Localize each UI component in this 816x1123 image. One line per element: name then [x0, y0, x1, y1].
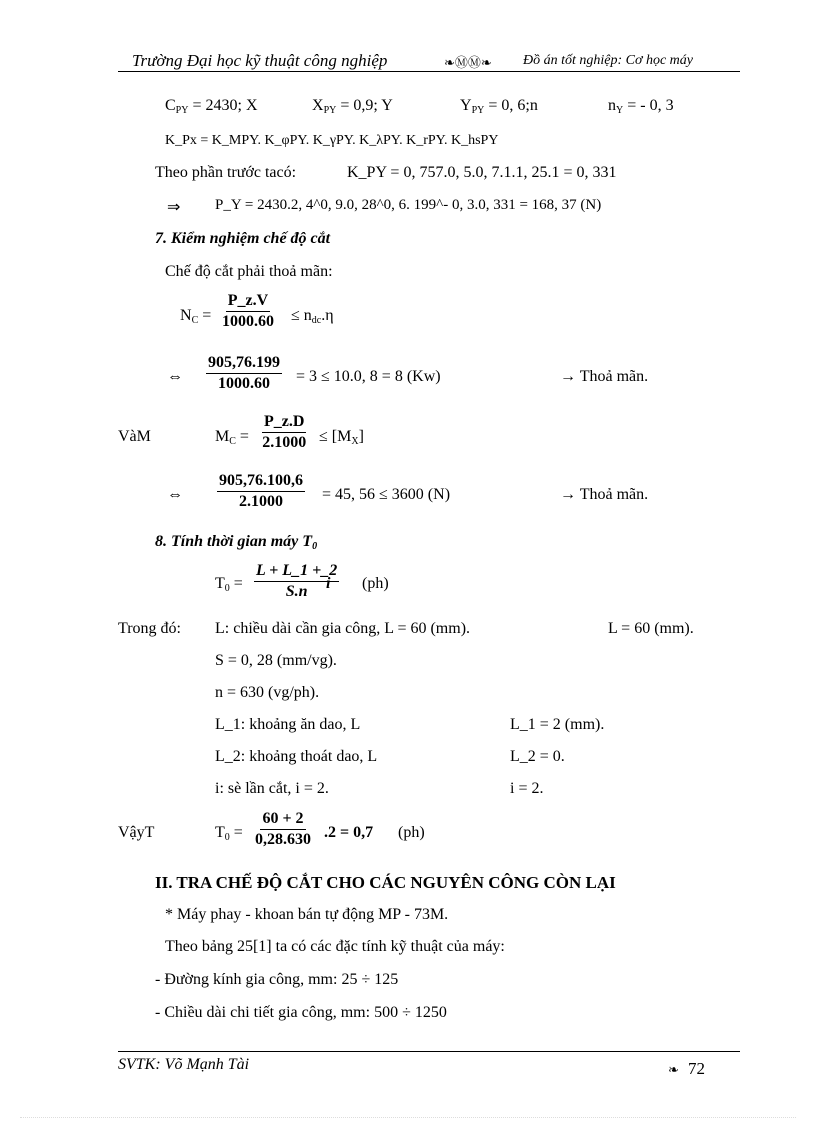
coeff-line-1-y: $Y_{PY} = 0$, 6;n [460, 97, 538, 116]
kpy-formula: K_PY = 0, 757.0, 5.0, 7.1.1, 25.1 = 0, 331 [347, 164, 617, 181]
eq2-satisfied: → Thoả mãn. [560, 368, 649, 385]
coeff-line-1: $C_{PY} = 2430$; X [165, 97, 258, 116]
eq2-fraction: $\frac{905,76.199}{1000.60}$ [208, 354, 280, 392]
table-ref-line: Theo bảng 25[1] ta có các đặc tính kỹ thuật của máy: [165, 938, 505, 955]
header-rule [118, 71, 740, 72]
t0-lhs: $T_0$ = [215, 575, 243, 594]
footer-rule [118, 1051, 740, 1052]
spec-diameter: - Đường kính gia công, mm: 25 ÷ 125 [155, 971, 399, 988]
eq2-rhs: = 3 ≤ 10.0, 8 = 8 (Kw) [296, 368, 441, 385]
def-left-4: L_2: khoảng thoát dao, L [215, 748, 378, 765]
def-right-5: i = 2. [510, 780, 544, 797]
def-left-2: n = 630 (vg/ph). [215, 684, 320, 701]
mc-fraction: $\frac{P\_z.D}{2.1000}$ [262, 413, 307, 451]
final-lhs: $T_0$ = [215, 824, 243, 843]
kpy-intro: Theo phần trước tacó: [155, 164, 297, 181]
bottom-dotted-edge [20, 1117, 796, 1118]
kpx-formula: K_Px = K_MPY. K_φPY. K_γPY. K_λPY. K_rPY. K_hsPY [165, 133, 499, 148]
def-right-3: L_1 = 2 (mm). [510, 716, 605, 733]
mc-rhs: ≤ $[M_X]$ [319, 428, 364, 447]
footer-page-icon: ❧ [668, 1062, 679, 1077]
mc-lhs: $M_C$ = [215, 428, 249, 447]
def-left-0: L: chiều dài cần gia công, L = 60 (mm). [215, 620, 471, 637]
final-rhs: .2 = 0,7 [324, 824, 374, 841]
def-left-5: i: sè lần cắt, i = 2. [215, 780, 329, 797]
page-number: 72 [688, 1059, 705, 1078]
def-left-3: L_1: khoảng ăn dao, L [215, 716, 361, 733]
eq4-rhs: = 45, 56 ≤ 3600 (N) [322, 486, 451, 503]
coeff-line-1-n: $n_Y$ = - 0, 3 [608, 97, 674, 116]
equiv-icon-2: ⇔ [167, 486, 183, 503]
eq4-satisfied: → Thoả mãn. [560, 486, 649, 503]
nc-fraction: $\frac{P\_z.V}{1000.60}$ [222, 292, 274, 330]
section-7-title: 7. Kiểm nghiệm chế độ cắt [155, 230, 331, 247]
final-unit: (ph) [398, 824, 425, 841]
eq4-fraction: $\frac{905,76.100,6}{2.1000}$ [219, 472, 303, 510]
spec-length: - Chiều dài chi tiết gia công, mm: 500 ÷ 1250 [155, 1004, 447, 1021]
t0-unit: (ph) [362, 575, 389, 592]
footer-author: SVTK: Võ Mạnh Tài [118, 1056, 250, 1073]
va-label: VàM [118, 428, 151, 445]
where-label: Trong đó: [118, 620, 181, 637]
equiv-icon-1: ⇔ [167, 368, 183, 385]
py-formula: P_Y = 2430.2, 4^0, 9.0, 28^0, 6. 199^- 0, 3.0, 331 = 168, 37 (N) [215, 197, 602, 213]
implies-arrow-icon: ⇒ [167, 199, 181, 216]
nc-rhs: ≤ $n_{dc}.\eta$ [291, 307, 334, 326]
t0-i: i [326, 575, 331, 592]
t0-fraction: $\frac{L + L\_1 +\_2}{S.n}$ [256, 562, 338, 600]
def-right-4: L_2 = 0. [510, 748, 565, 765]
header-ornament-icon: ❧ⓂⓂ❧ [444, 55, 492, 70]
vay-label: VậyT [118, 824, 155, 841]
section-8-title: 8. Tính thời gian máy $T_0$ [155, 533, 318, 552]
nc-lhs: $N_C$ = [180, 307, 212, 326]
section-7-intro: Chế độ cắt phải thoả mãn: [165, 263, 333, 280]
def-left-1: S = 0, 28 (mm/vg). [215, 652, 337, 669]
section-ii-title: II. TRA CHẾ ĐỘ CẮT CHO CÁC NGUYÊN CÔNG CÒN LẠI [155, 873, 616, 892]
header-project: Đồ án tốt nghiệp: Cơ học máy [523, 53, 694, 68]
final-fraction: $\frac{60 + 2}{0,28.630}$ [255, 810, 311, 848]
def-right-0: L = 60 (mm). [608, 620, 694, 637]
coeff-line-1-x: $X_{PY} = 0,9$; Y [312, 97, 393, 116]
header-school: Trường Đại học kỹ thuật công nghiệp [132, 51, 388, 70]
machine-line: * Máy phay - khoan bán tự động MP - 73M. [165, 906, 449, 923]
